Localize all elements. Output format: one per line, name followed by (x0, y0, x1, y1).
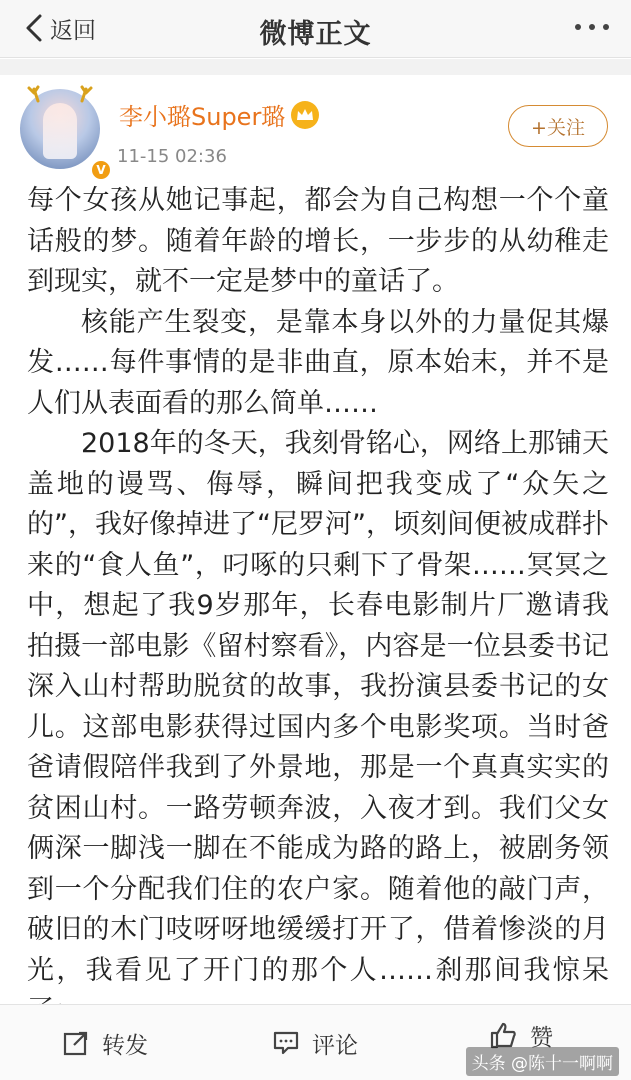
author-header (0, 75, 631, 175)
post-paragraph: 每个女孩从她记事起，都会为自己构想一个个童话般的梦。随着年龄的增长，一步步的从幼稚走到现实，就不一定是梦中的童话了。 (27, 185, 609, 297)
post-body (27, 181, 609, 1001)
repost-icon (62, 1029, 90, 1057)
watermark: 头条 @陈十一啊啊 (466, 1047, 619, 1076)
comment-icon (272, 1029, 300, 1057)
repost-button[interactable] (62, 1023, 148, 1063)
thumbs-up-icon (488, 1020, 518, 1050)
username-text: 李小璐Super璐 (119, 103, 286, 131)
section-divider (0, 59, 631, 75)
antler-headband-icon (26, 85, 94, 103)
verified-badge-icon: V (90, 159, 112, 181)
like-label: 赞 (530, 1024, 553, 1051)
more-options-icon[interactable] (575, 22, 609, 32)
avatar[interactable] (20, 89, 106, 177)
page-title: 微博正文 (259, 19, 372, 50)
post-timestamp: 11-15 02:36 (117, 146, 227, 167)
comment-label: 评论 (312, 1032, 358, 1059)
crown-icon (291, 101, 319, 129)
nav-bar (0, 0, 631, 58)
post-paragraph: 2018年的冬天，我刻骨铭心，网络上那铺天盖地的谩骂、侮辱，瞬间把我变成了“众矢之的”，我好像掉进了“尼罗河”，顷刻间便被成群扑来的“食人鱼”，叼啄的只剩下了骨架……冥冥之中，想起了我9岁那年，长春电影制片厂邀请我拍摄一部电影《留村察看》，内容是一位县委书记深入山村帮助脱贫的故事，我扮演县委书记的女儿。这部电影获得过国内多个电影奖项。当时爸爸请假陪伴我到了外景地，那是一个真真实实的贫困山村。一路劳顿奔波，入夜才到。我们父女俩深一脚浅一脚在不能成为路的路上，被剧务领到一个分配我们住的农户家。随着他的敲门声，破旧的木门吱呀呀地缓缓打开了，借着惨淡的月光，我看见了开门的那个人……刹那间我惊呆 (27, 428, 609, 986)
back-label: 返回 (50, 17, 96, 44)
username[interactable] (119, 97, 319, 132)
follow-button[interactable]: +关注 (508, 105, 608, 147)
post-paragraph: 核能产生裂变，是靠本身以外的力量促其爆发……每件事情的是非曲直，原本始末，并不是人们从表面看的那么简单…… (27, 306, 609, 419)
repost-label: 转发 (102, 1032, 148, 1059)
avatar-figure (43, 103, 77, 159)
comment-button[interactable] (272, 1023, 358, 1063)
